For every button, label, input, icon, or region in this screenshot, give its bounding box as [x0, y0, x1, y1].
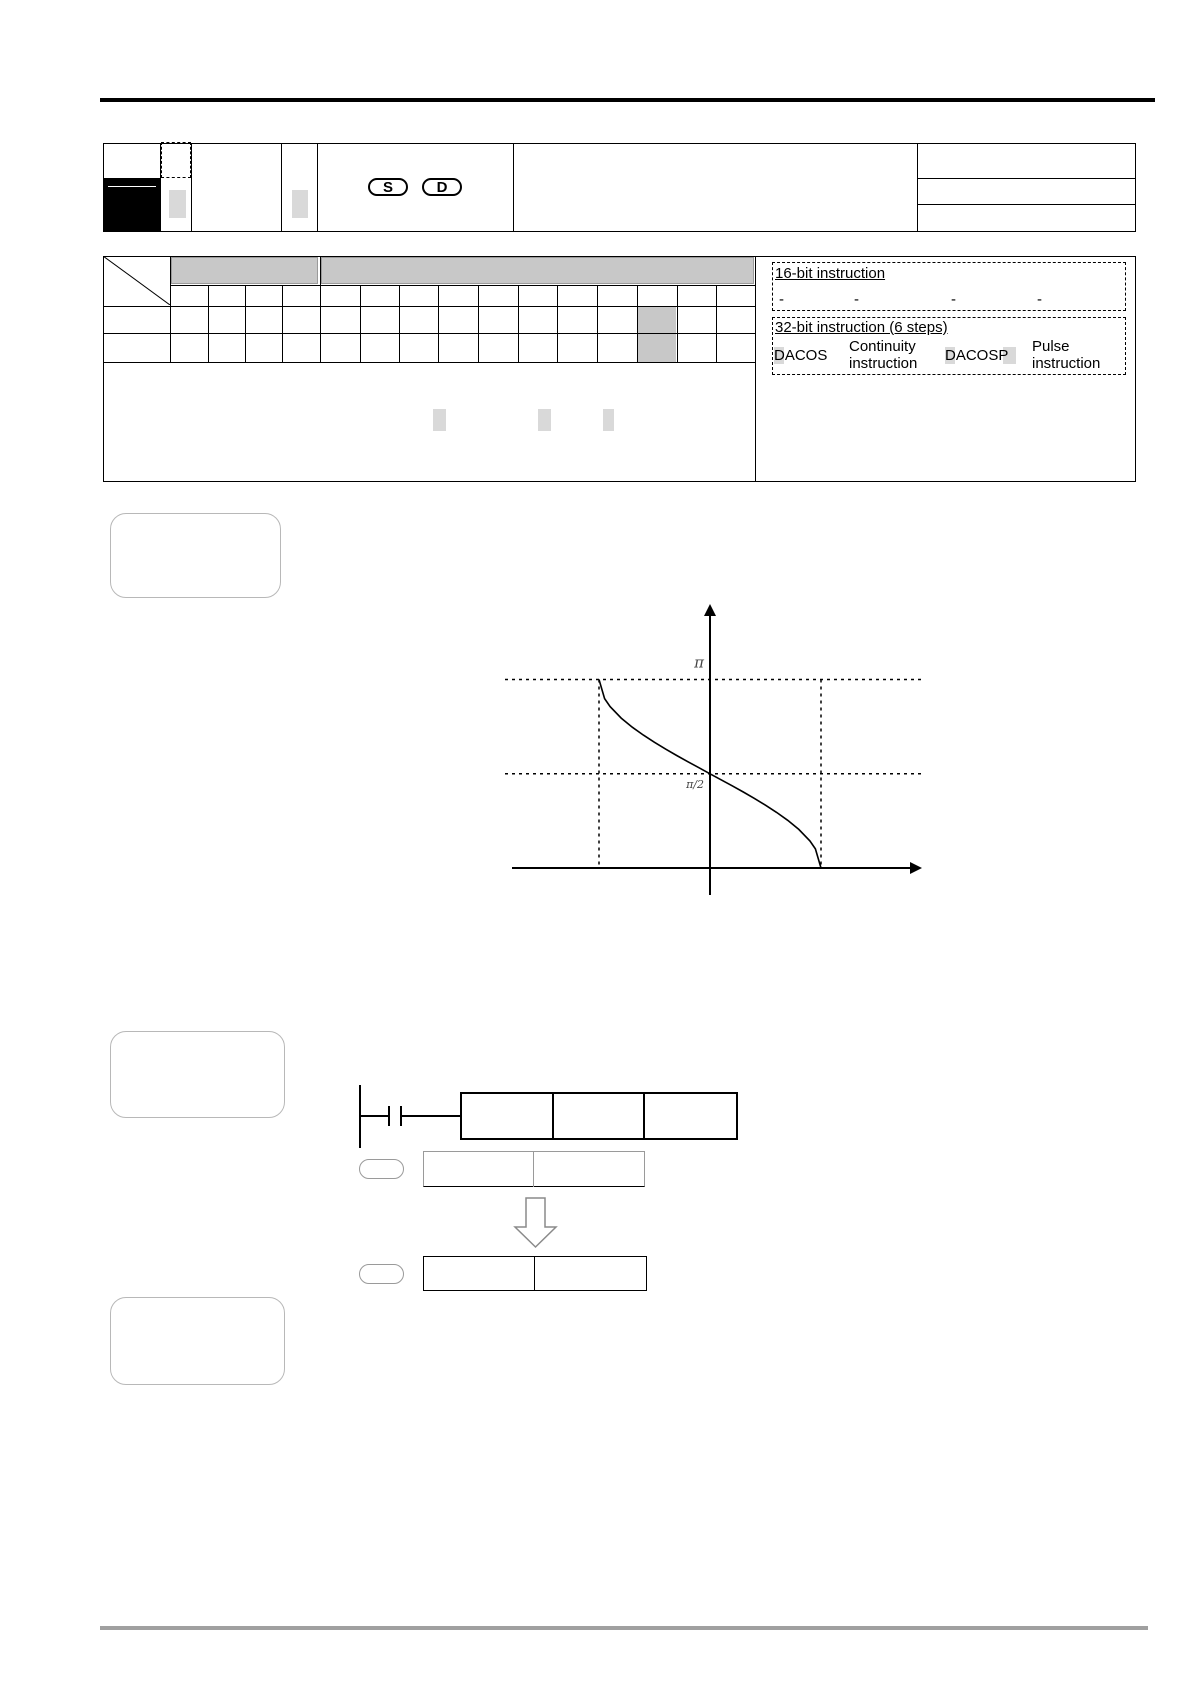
operand-s-shaded-cell	[638, 307, 676, 333]
operand-d-badge: D	[422, 178, 462, 196]
section-label-explanations	[110, 513, 281, 598]
operand-d-shaded-cell	[638, 334, 676, 362]
api-number-divider	[108, 186, 156, 187]
destination-register-label	[359, 1264, 404, 1284]
note-32bit-pulse-desc-line2: instruction	[1032, 355, 1101, 372]
grid-h-4	[103, 362, 755, 363]
chart-y-tick-label-1: π/2	[686, 777, 704, 791]
grid-v-2	[245, 285, 246, 362]
grid-v-4	[320, 256, 321, 362]
grid-v-11	[597, 285, 598, 362]
grid-v-3	[282, 285, 283, 362]
mnemonic-prefix-shade	[169, 190, 186, 218]
controller-divider-2	[917, 204, 1136, 205]
function-cell	[513, 143, 918, 232]
remark-marker-2	[538, 409, 551, 431]
grid-v-1	[208, 285, 209, 362]
note-32bit-continuity-desc-line1: Continuity	[849, 338, 916, 355]
mnemonic-suffix-cell	[281, 143, 318, 232]
grid-v-9	[518, 285, 519, 362]
note-16bit-value-2: -	[854, 291, 859, 308]
controller-cell	[917, 143, 1136, 232]
grid-h-1	[170, 285, 755, 286]
bottom-rule	[100, 1626, 1148, 1630]
grid-v-10	[557, 285, 558, 362]
source-register-box	[423, 1151, 645, 1187]
note-16bit-value-3: -	[951, 291, 956, 308]
grid-v-8	[478, 285, 479, 362]
ladder-diagram	[350, 1080, 740, 1150]
operand-table-corner-diagonal	[103, 256, 170, 305]
operands-cell	[317, 143, 514, 232]
word-devices-header	[321, 257, 754, 284]
remark-marker-1	[433, 409, 446, 431]
controller-divider-1	[917, 178, 1136, 179]
grid-v-13	[677, 285, 678, 362]
note-16bit-title: 16-bit instruction	[775, 265, 886, 282]
grid-v-5	[360, 285, 361, 362]
mnemonic-prefix-dashed-box	[161, 142, 191, 178]
top-rule	[100, 98, 1155, 102]
note-32bit-title: 32-bit instruction (6 steps)	[775, 319, 948, 336]
mnemonic-cell	[191, 143, 282, 232]
operand-s-badge: S	[368, 178, 408, 196]
destination-register-divider	[534, 1256, 535, 1291]
source-register-label	[359, 1159, 404, 1179]
chart-y-axis-arrow	[704, 604, 716, 616]
note-32bit-box	[772, 317, 1126, 375]
bit-devices-header	[171, 257, 318, 284]
note-32bit-pulse-name: DACOSP	[945, 347, 1009, 364]
grid-v-6	[399, 285, 400, 362]
note-32bit-continuity-name: DACOS	[774, 347, 828, 364]
note-16bit-box	[772, 262, 1126, 311]
grid-v-7	[438, 285, 439, 362]
remark-marker-3	[603, 409, 614, 431]
note-32bit-pulse-desc-line1: Pulse	[1032, 338, 1070, 355]
note-32bit-continuity-desc-line2: instruction	[849, 355, 918, 372]
chart-x-axis-arrow	[910, 862, 922, 874]
source-register-divider	[533, 1151, 534, 1187]
mnemonic-suffix-shade	[292, 190, 308, 218]
acos-chart	[490, 600, 930, 900]
section-label-program-example	[110, 1031, 285, 1118]
chart-y-tick-label-0: π	[694, 653, 704, 672]
operand-table-right-divider	[755, 256, 756, 482]
note-16bit-value-1: -	[779, 291, 784, 308]
grid-v-14	[716, 285, 717, 362]
grid-v-0	[170, 256, 171, 362]
note-16bit-value-4: -	[1037, 291, 1042, 308]
section-label-remarks	[110, 1297, 285, 1385]
ladder-instruction-box	[461, 1093, 737, 1139]
down-arrow-icon	[513, 1197, 558, 1249]
destination-register-box	[423, 1256, 647, 1291]
